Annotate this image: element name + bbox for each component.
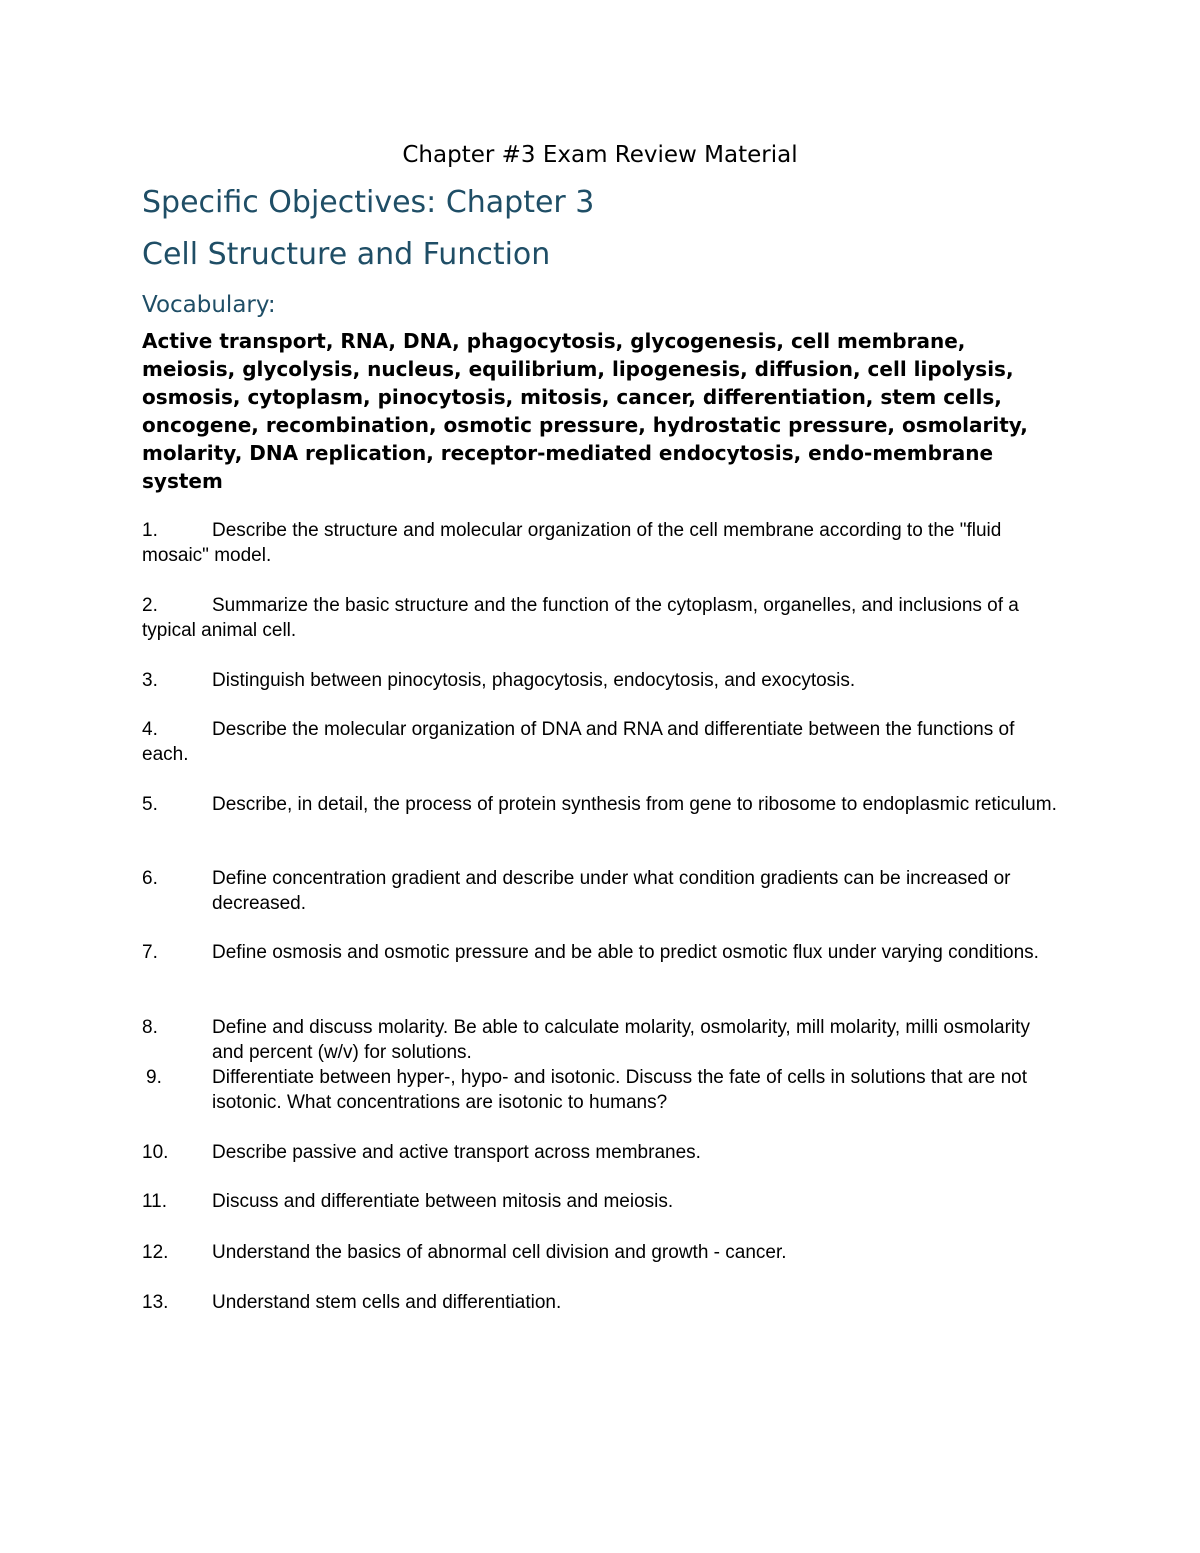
objective-text: Describe the structure and molecular organization of the cell membrane according to the "fluid mosaic" model. xyxy=(142,520,1002,566)
objective-text: Define concentration gradient and describe under what condition gradients can be increased or decreased. xyxy=(212,868,1011,914)
objective-text: Understand the basics of abnormal cell division and growth - cancer. xyxy=(212,1242,787,1263)
objective-item xyxy=(142,668,1062,693)
objective-text: Differentiate between hyper-, hypo- and isotonic. Discuss the fate of cells in solutions that are not isotonic. What concentrations are isotonic to humans? xyxy=(212,1067,1027,1113)
objective-number: 8. xyxy=(142,1017,158,1038)
objective-item xyxy=(142,1140,1062,1165)
topic-heading: Cell Structure and Function xyxy=(142,237,551,272)
objective-item xyxy=(142,940,1062,965)
document-title: Chapter #3 Exam Review Material xyxy=(402,142,798,168)
objective-text: Describe the molecular organization of DNA and RNA and differentiate between the functions of each. xyxy=(142,719,1015,765)
objective-number: 4. xyxy=(142,719,158,740)
objective-number: 1. xyxy=(142,520,158,541)
objective-item xyxy=(142,1015,1062,1065)
objective-number: 2. xyxy=(142,595,158,616)
objective-item xyxy=(142,717,1062,767)
objective-text: Distinguish between pinocytosis, phagocytosis, endocytosis, and exocytosis. xyxy=(212,670,856,691)
objective-item xyxy=(142,1189,1062,1214)
objective-number: 7. xyxy=(142,942,158,963)
objective-item xyxy=(142,593,1062,643)
objective-item xyxy=(142,1240,1062,1265)
objective-number: 12. xyxy=(142,1242,169,1263)
objective-text: Understand stem cells and differentiation. xyxy=(212,1292,562,1313)
objective-text: Describe passive and active transport across membranes. xyxy=(212,1142,701,1163)
vocabulary-heading: Vocabulary: xyxy=(142,292,276,318)
objective-text: Define osmosis and osmotic pressure and be able to predict osmotic flux under varying conditions. xyxy=(212,942,1039,963)
objective-item xyxy=(142,866,1062,916)
objective-number: 13. xyxy=(142,1292,169,1313)
objective-text: Describe, in detail, the process of protein synthesis from gene to ribosome to endoplasmic reticulum. xyxy=(212,794,1057,815)
objective-item xyxy=(142,518,1062,568)
objective-number: 9. xyxy=(146,1067,162,1088)
objective-number: 3. xyxy=(142,670,158,691)
objective-number: 10. xyxy=(142,1142,169,1163)
objective-text: Define and discuss molarity. Be able to calculate molarity, osmolarity, mill molarity, milli osmolarity and percent (w/v) for solutions. xyxy=(212,1017,1030,1063)
objective-text: Discuss and differentiate between mitosis and meiosis. xyxy=(212,1191,674,1212)
vocabulary-list: Active transport, RNA, DNA, phagocytosis, glycogenesis, cell membrane, meiosis, glycolysis, nucleus, equilibrium, lipogenesis, diffusion, cell lipolysis, osmosis, cytoplasm, pinocytosis, mitosis, cancer, differentiation, stem cells, oncogene, recombination, osmotic pressure, hydrostatic pressure, osmolarity, molarity, DNA replication, receptor-mediated endocytosis, endo-membrane system xyxy=(142,329,1028,493)
objective-item xyxy=(142,1290,1062,1315)
objective-item xyxy=(142,792,1062,817)
objective-text: Summarize the basic structure and the function of the cytoplasm, organelles, and inclusions of a typical animal cell. xyxy=(142,595,1019,641)
objectives-heading: Specific Objectives: Chapter 3 xyxy=(142,185,595,220)
objective-number: 11. xyxy=(142,1191,168,1212)
objective-number: 6. xyxy=(142,868,158,889)
objective-number: 5. xyxy=(142,794,158,815)
objective-item xyxy=(142,1065,1062,1115)
